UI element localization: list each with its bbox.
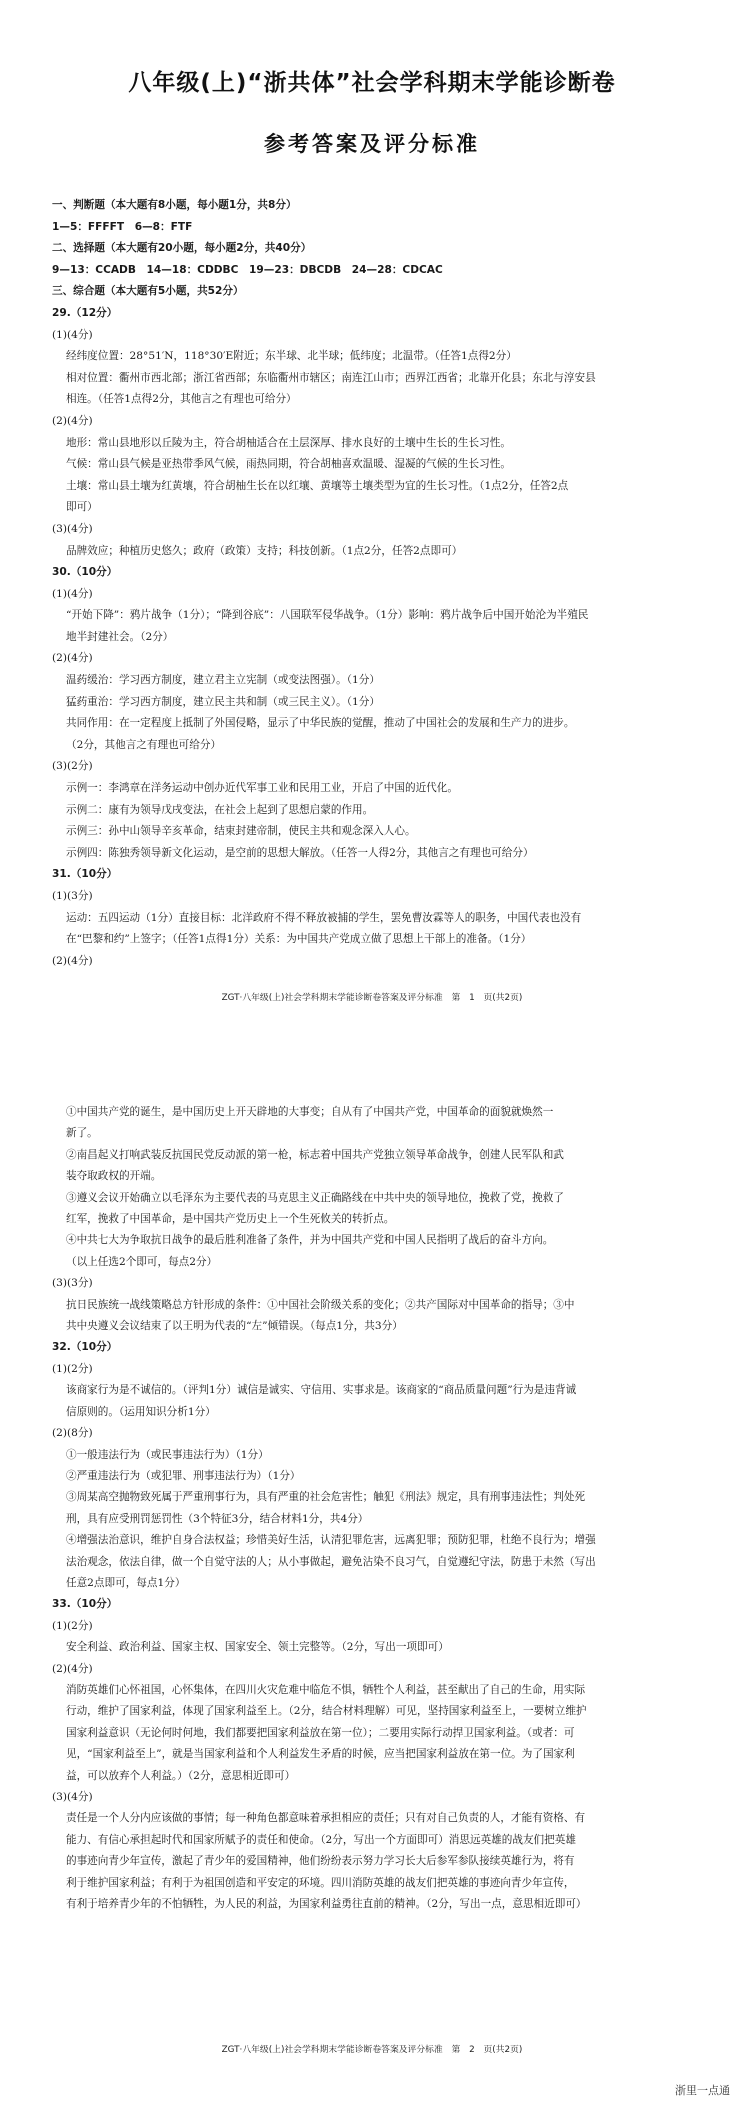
answer-line: 三、综合题（本大题有5小题，共52分） (52, 285, 244, 298)
answer-line: 新了。 (66, 1127, 98, 1140)
answer-line: ③遵义会议开始确立以毛泽东为主要代表的马克思主义正确路线在中共中央的领导地位，挽救了党，挽救了 (66, 1191, 564, 1204)
answer-line: 相连。（任答1点得2分，其他言之有理也可给分） (66, 393, 297, 406)
answer-line: 猛药重治：学习西方制度，建立民主共和制（或三民主义）。（1分） (66, 695, 380, 708)
answer-line: 9—13：CCADB 14—18：CDDBC 19—23：DBCDB 24—28：CDCAC (52, 263, 443, 276)
answer-line: 示例四：陈独秀领导新文化运动，是空前的思想大解放。（任答一人得2分，其他言之有理也可给分） (66, 846, 534, 859)
answer-line: ②南昌起义打响武装反抗国民党反动派的第一枪，标志着中国共产党独立领导革命战争，创建人民军队和武 (66, 1148, 564, 1161)
answer-line: ①一般违法行为（或民事违法行为）（1分） (66, 1448, 269, 1461)
answer-line: (2)(4分) (52, 652, 93, 665)
answer-line: 温药缓治：学习西方制度，建立君主立宪制（或变法图强）。（1分） (66, 674, 380, 687)
answer-page-1 (0, 0, 744, 1010)
answer-line: (2)(4分) (52, 414, 93, 427)
answer-line: (2)(4分) (52, 1662, 93, 1675)
answer-line: 30.（10分） (52, 566, 118, 579)
answer-line: 示例一：李鸿章在洋务运动中创办近代军事工业和民用工业，开启了中国的近代化。 (66, 782, 458, 795)
answer-line: 消防英雄们心怀祖国，心怀集体，在四川火灾危难中临危不惧，牺牲个人利益，甚至献出了自己的生命，用实际 (66, 1683, 586, 1696)
answer-line: ③周某高空抛物致死属于严重刑事行为，具有严重的社会危害性；触犯《刑法》规定，具有刑事违法性；判处死 (66, 1491, 586, 1504)
answer-line: 1—5：FFFFT 6—8：FTF (52, 220, 193, 233)
answer-line: 有利于培养青少年的不怕牺牲，为人民的利益，为国家利益勇往直前的精神。（2分，写出一点，意思相近即可） (66, 1898, 587, 1911)
answer-line: (3)(4分) (52, 1791, 93, 1803)
answer-line: 安全利益、政治利益、国家主权、国家安全、领土完整等。（2分，写出一项即可） (66, 1641, 449, 1654)
answer-line: 气候：常山县气候是亚热带季风气候，雨热同期，符合胡柚喜欢温暖、湿凝的气候的生长习性。 (66, 458, 511, 471)
answer-line: 地形：常山县地形以丘陵为主，符合胡柚适合在土层深厚、排水良好的土壤中生长的生长习性。 (66, 436, 511, 449)
answer-line: 一、判断题（本大题有8小题，每小题1分，共8分） (52, 199, 297, 211)
answer-line: ②严重违法行为（或犯罪、刑事违法行为）（1分） (66, 1469, 301, 1482)
answer-line: 抗日民族统一战线策略总方针形成的条件：①中国社会阶级关系的变化；②共产国际对中国革命的指导；③中 (66, 1298, 575, 1311)
answer-line: （2分，其他言之有理也可给分） (66, 738, 222, 751)
answer-line: 信原则的。（运用知识分析1分） (66, 1405, 216, 1418)
answer-line: 红军，挽救了中国革命，是中国共产党历史上一个生死攸关的转折点。 (66, 1213, 395, 1226)
answer-line: 益，可以放弃个人利益。）（2分，意思相近即可） (66, 1769, 296, 1782)
answer-line: 即可） (66, 501, 98, 514)
page-footer-2: ZGT·八年级(上)社会学科期末学能诊断卷答案及评分标准 第 2 页(共2页) (221, 2045, 523, 2055)
answer-line: 国家利益意识（无论何时何地，我们都要把国家利益放在第一位）；二要用实际行动捍卫国家利益。（或者：可 (66, 1726, 575, 1739)
answer-line: 地半封建社会。（2分） (66, 630, 174, 643)
answer-line: 示例二：康有为领导戊戌变法，在社会上起到了思想启蒙的作用。 (66, 803, 374, 816)
answer-line: 示例三：孙中山领导辛亥革命，结束封建帝制，使民主共和观念深入人心。 (66, 825, 416, 838)
page-footer-1: ZGT·八年级(上)社会学科期末学能诊断卷答案及评分标准 第 1 页(共2页) (221, 993, 523, 1003)
answer-subtitle: 参考答案及评分标准 (264, 132, 480, 156)
answer-line: 见，“国家利益至上”，就是当国家利益和个人利益发生矛盾的时候，应当把国家利益放在第一位。为了国家利 (66, 1748, 575, 1761)
answer-line: (3)(2分) (52, 760, 93, 773)
answer-line: 32.（10分） (52, 1341, 118, 1354)
answer-line: (1)(4分) (52, 328, 93, 341)
answer-line: 土壤：常山县土壤为红黄壤，符合胡柚生长在以红壤、黄壤等土壤类型为宜的生长习性。（1点2分，任答2点 (66, 479, 569, 492)
answer-line: (3)(3分) (52, 1277, 93, 1290)
answer-body-page-1 (52, 195, 702, 972)
answer-line: 相对位置：衢州市西北部；浙江省西部；东临衢州市辖区；南连江山市；西界江西省；北靠开化县；东北与淳安县 (66, 371, 596, 384)
answer-line: 29.（12分） (52, 306, 118, 319)
answer-line: 能力、有信心承担起时代和国家所赋予的责任和使命。（2分，写出一个方面即可）消思远英雄的战友们把英雄 (66, 1833, 576, 1846)
answer-line: (1)(2分) (52, 1362, 93, 1375)
answer-line: ④中共七大为争取抗日战争的最后胜利准备了条件，并为中国共产党和中国人民指明了战后的奋斗方向。 (66, 1234, 554, 1247)
answer-line: 31.（10分） (52, 868, 118, 881)
answer-line: 二、选择题（本大题有20小题，每小题2分，共40分） (52, 242, 312, 255)
answer-line: (1)(4分) (52, 587, 93, 600)
exam-title: 八年级(上)“浙共体”社会学科期末学能诊断卷 (128, 70, 616, 96)
answer-line: 责任是一个人分内应该做的事情；每一种角色都意味着承担相应的责任；只有对自己负责的人，才能有资格、有 (66, 1812, 586, 1825)
answer-line: “开始下降”：鸦片战争（1分）；“降到谷底”：八国联军侵华战争。（1分）影响：鸦片战争后中国开始沦为半殖民 (66, 609, 589, 622)
answer-line: 该商家行为是不诚信的。（评判1分）诚信是诚实、守信用、实事求是。该商家的“商品质量问题”行为是违背诚 (66, 1384, 577, 1397)
answer-body-page-2 (52, 1102, 702, 1915)
answer-line: 利于维护国家利益；有利于为祖国创造和平安定的环境。四川消防英雄的战友们把英雄的事迹向青少年宣传， (66, 1876, 575, 1889)
answer-line: 33.（10分） (52, 1598, 118, 1611)
answer-line: (1)(3分) (52, 890, 93, 902)
answer-line: 的事迹向青少年宣传，激起了青少年的爱国精神，他们纷纷表示努力学习长大后参军参队接续英雄行为，将有 (66, 1855, 575, 1868)
answer-line: 共同作用：在一定程度上抵制了外国侵略，显示了中华民族的觉醒，推动了中国社会的发展和生产力的进步。 (66, 717, 575, 730)
answer-line: 装夺取政权的开端。 (66, 1170, 162, 1183)
answer-line: 在“巴黎和约”上签字；（任答1点得1分）关系：为中国共产党成立做了思想上干部上的准备。（1分） (66, 933, 532, 946)
answer-line: (2)(4分) (52, 954, 93, 967)
answer-line: ①中国共产党的诞生，是中国历史上开天辟地的大事变；自从有了中国共产党，中国革命的面貌就焕然一 (66, 1106, 554, 1118)
answer-line: (2)(8分) (52, 1427, 93, 1440)
answer-line: (3)(4分) (52, 522, 93, 535)
answer-line: (1)(2分) (52, 1619, 93, 1632)
answer-line: 刑，具有应受刑罚惩罚性（3个特征3分，结合材料1分，共4分） (66, 1512, 369, 1525)
watermark: 浙里一点通 (675, 2084, 730, 2097)
answer-line: ④增强法治意识，维护自身合法权益；珍惜美好生活，认清犯罪危害，远离犯罪；预防犯罪，杜绝不良行为；增强 (66, 1534, 596, 1547)
answer-line: 运动：五四运动（1分）直接目标：北洋政府不得不释放被捕的学生，罢免曹汝霖等人的职务，中国代表也没有 (66, 911, 582, 924)
answer-line: 法治观念，依法自律，做一个自觉守法的人；从小事做起，避免沾染不良习气，自觉遵纪守法，防患于未然（写出 (66, 1555, 596, 1568)
answer-line: 行动，维护了国家利益，体现了国家利益至上。（2分，结合材料理解）可见，坚持国家利益至上，一要树立维护 (66, 1705, 587, 1718)
answer-line: 经纬度位置：28°51′N，118°30′E附近；东半球、北半球；低纬度；北温带。（任答1点得2分） (66, 350, 517, 363)
answer-line: 共中央遵义会议结束了以王明为代表的“左”倾错误。（每点1分，共3分） (66, 1320, 403, 1333)
answer-page-2 (0, 1040, 744, 2104)
answer-line: （以上任选2个即可，每点2分） (66, 1255, 218, 1268)
answer-line: 品牌效应；种植历史悠久；政府（政策）支持；科技创新。（1点2分，任答2点即可） (66, 544, 463, 557)
answer-line: 任意2点即可，每点1分） (66, 1576, 186, 1589)
